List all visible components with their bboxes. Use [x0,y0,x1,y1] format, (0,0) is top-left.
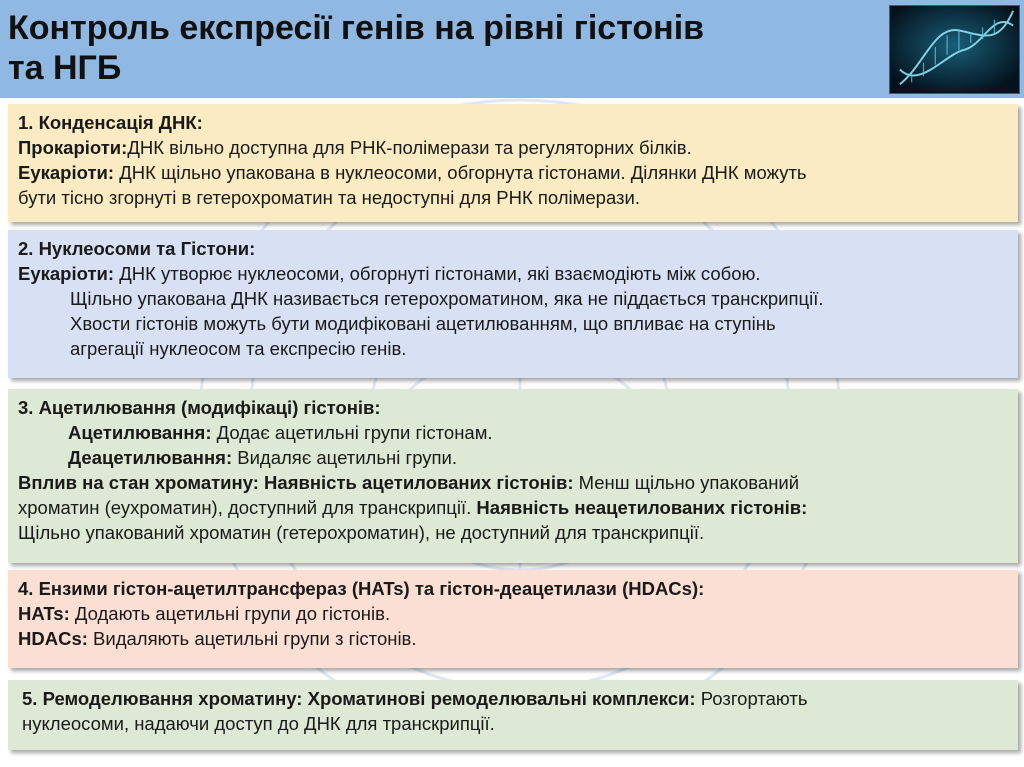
text-heterochromatin: Щільно упакована ДНК називається гетерохроматином, яка не піддається транскрипції. [70,288,824,309]
text-eukaryotes: ДНК утворює нуклеосоми, обгорнуті гістонами, які взаємодіють між собою. [114,263,761,284]
section-chromatin-remodeling [8,680,1018,750]
text-prokaryotes: ДНК вільно доступна для РНК-полімерази та регуляторних білків. [127,137,692,158]
label-deacetylation: Деацетилювання: [68,447,233,468]
section-hat-hdac-enzymes [8,570,1018,668]
section-dna-condensation [8,104,1018,222]
text-remodeling-cont: нуклеосоми, надаючи доступ до ДНК для транскрипції. [22,713,495,734]
text-eukaryotes: ДНК щільно упакована в нуклеосоми, обгорнута гістонами. Ділянки ДНК можуть [114,162,807,183]
label-eukaryotes: Еукаріоти: [18,263,115,284]
label-chromatin-effect: Вплив на стан хроматину: Наявність ацетилованих гістонів: [18,472,574,493]
text-acetylation: Додає ацетильні групи гістонам. [211,422,493,443]
text-hdacs: Видаляють ацетильні групи з гістонів. [87,628,417,649]
header-bar [0,0,1024,98]
text-deacetylation: Видаляє ацетильні групи. [232,447,458,468]
label-hdacs: HDACs: [18,628,88,649]
text-euchromatin: хроматин (еухроматин), доступний для транскрипції. [18,497,477,518]
section-heading: 4. Ензими гістон-ацетилтрансфераз (HATs) та гістон-деацетилази (HDACs): [18,578,705,599]
text-histone-tails: Хвости гістонів можуть бути модифіковані ацетилюванням, що впливає на ступінь [70,313,776,334]
page-title [8,8,868,88]
text-remodeling: Розгортають [695,688,808,709]
section-nucleosomes-histones [8,230,1018,378]
section-heading: 5. Ремоделювання хроматину: Хроматинові ремоделювальні комплекси: [22,688,696,709]
text-heterochromatin: Щільно упакований хроматин (гетерохроматин), не доступний для транскрипції. [18,522,705,543]
text-hats: Додають ацетильні групи до гістонів. [69,603,391,624]
label-hats: HATs: [18,603,70,624]
section-heading: 2. Нуклеосоми та Гістони: [18,238,256,259]
section-heading: 1. Конденсація ДНК: [18,112,203,133]
section-histone-acetylation [8,389,1018,563]
text-eukaryotes-cont: бути тісно згорнуті в гетерохроматин та недоступні для РНК полімерази. [18,187,640,208]
label-eukaryotes: Еукаріоти: [18,162,115,183]
title-line-1: Контроль експресії генів на рівні гістонів [8,9,705,47]
section-heading: 3. Ацетилювання (модифікаці) гістонів: [18,397,381,418]
label-prokaryotes: Прокаріоти: [18,137,128,158]
title-line-2: та НГБ [8,49,122,87]
text-aggregation: агрегації нуклеосом та експресію генів. [70,338,407,359]
text-chromatin-effect: Менш щільно упакований [573,472,800,493]
dna-helix-icon [889,5,1020,94]
label-non-acetylated: Наявність неацетилованих гістонів: [476,497,808,518]
label-acetylation: Ацетилювання: [68,422,212,443]
